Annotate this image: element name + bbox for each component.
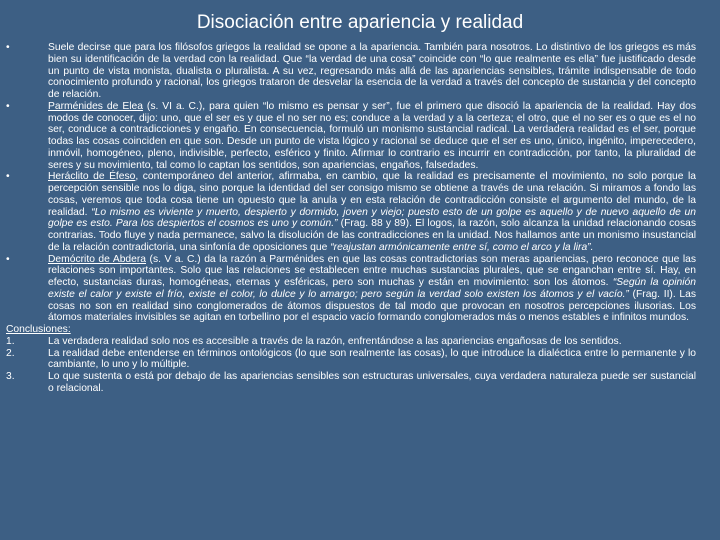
parmenides-link[interactable]: Parménides de Elea bbox=[48, 100, 143, 112]
bullet-intro-text: Suele decirse que para los filósofos griegos la realidad se opone a la apariencia. También para nosotros. Lo distintivo de los griegos es más bien su identificación de la verdad con la realidad. Que “la verdad de una cosa” coincide con “lo que realmente es ella” fue justificado desde un punto de vista monista, dualista o pluralista. A su vez, regresando más allá de las apariencias sensibles, trámite indispensable de todo conocimiento profundo y racional, los griegos trataron de desvelar la esencia de la verdad a través del concepto de sustancia y del concepto de relación. bbox=[48, 42, 696, 100]
conclusion-text: Lo que sustenta o está por debajo de las apariencias sensibles son estructuras universales, cuya verdadera naturaleza puede ser sustancial o relacional. bbox=[48, 371, 696, 394]
heraclito-link[interactable]: Heráclito de Éfeso bbox=[48, 171, 136, 183]
conclusion-item bbox=[6, 336, 696, 348]
bullet-dot: • bbox=[6, 42, 10, 53]
conclusion-text: La verdadera realidad solo nos es accesible a través de la razón, enfrentándose a las apariencias engañosas de los sentidos. bbox=[48, 335, 622, 347]
heraclito-text-b: (Frag. 88 y 89). El logos, la razón, solo alcanza la unidad relacionando cosas contrarias. Todo fluye y nada permanece, salvo la disolución de las contradicciones en la unidad. Nos hallamos ante un monismo insustancial de la relación contradictoria, una sinfonía de oposiciones que bbox=[48, 218, 696, 253]
democrito-quote: “Según la opinión existe el calor y existe el frío, existe el color, lo dulce y lo amargo; pero según la verdad solo existen los átomos y el vacío.” bbox=[48, 277, 696, 300]
bullet-dot: • bbox=[6, 171, 10, 183]
conclusion-number: 1. bbox=[6, 335, 15, 347]
slide-body bbox=[6, 42, 696, 395]
conclusion-number: 2. bbox=[6, 347, 15, 359]
heraclito-quote-2: “reajustan armónicamente entre sí, como el arco y la lira”. bbox=[330, 241, 594, 253]
bullet-dot: • bbox=[6, 100, 10, 112]
bullet-dot: • bbox=[6, 253, 10, 265]
democrito-text-a: (s. V a. C.) da la razón a Parménides en que las cosas contradictorias son meras apariencias, pero reconoce que las relaciones son importantes. Solo que las relaciones se establecen entre muchas sustancias plurales, que se enganchan entre sí. Hay, en efecto, sustancias duras, homogéneas, eternas y esféricas, pero son muchas y están en movimiento: son los átomos. bbox=[48, 253, 696, 288]
bullet-intro bbox=[6, 42, 696, 101]
democrito-link[interactable]: Demócrito de Abdera bbox=[48, 253, 147, 265]
conclusion-text: La realidad debe entenderse en términos ontológicos (lo que son realmente las cosas), lo que introduce la dialéctica entre lo permanente y lo cambiante, lo uno y lo múltiple. bbox=[48, 347, 696, 371]
bullet-heraclito bbox=[6, 171, 696, 253]
conclusion-number: 3. bbox=[6, 371, 15, 382]
democrito-text-b: (Frag. II). Las cosas no son en realidad sino conglomerados de átomos dispuestos de tal modo que provocan en nosotros percepciones ilusorias. Los átomos materiales invisibles se agitan en torbellino por el espacio vacío formando conglomerados más o menos estables e infinitos mundos. bbox=[48, 288, 696, 324]
conclusions-heading: Conclusiones: bbox=[6, 324, 71, 335]
heraclito-quote: “Lo mismo es viviente y muerto, despierto y dormido, joven y viejo; puesto esto de un golpe es aquello y de nuevo aquello de un golpe es esto. Para los despiertos el cosmos es uno y común.” bbox=[48, 206, 696, 230]
heraclito-text-a: , contemporáneo del anterior, afirmaba, en cambio, que la realidad es precisamente el movimiento, no solo porque la percepción sensible nos lo diga, sino porque la identidad del ser consigo mismo se obtiene a través de una relación. Si miramos a fondo las cosas, veremos que toda cosa tiene un opuesto que la anula y en esta relación de contradicción consiste el argumento del mundo, de la realidad. bbox=[48, 171, 696, 218]
parmenides-text: (s. VI a. C.), para quien “lo mismo es pensar y ser”, fue el primero que disoció la apariencia de la realidad. Hay dos modos de conocer, dijo: uno, que el ser es y que el no ser no es; conduce a la verdad y a la certeza; el otro, que el no ser es o que es el no ser, conduce a contradicciones y engaño. En consecuencia, formuló un monismo sustancial radical. La verdadera realidad es el ser, porque todas las cosas coinciden en que son. Desde un punto de vista lógico y racional se deduce que el ser es uno, único, ingénito, imperecedero, inmóvil, homogéneo, pleno, indivisible, perfecto, esférico y finito. Afirmar lo contrario es incurrir en contradicción, por tanto, la pluralidad de seres y su movimiento, tal como lo captan los sentidos, son apariencias, engaños, falsedades. bbox=[48, 100, 696, 171]
conclusion-item bbox=[6, 348, 696, 372]
bullet-democrito bbox=[6, 254, 696, 325]
conclusion-item bbox=[6, 371, 696, 395]
bullet-parmenides bbox=[6, 101, 696, 172]
slide-title: Disociación entre apariencia y realidad bbox=[196, 12, 524, 33]
